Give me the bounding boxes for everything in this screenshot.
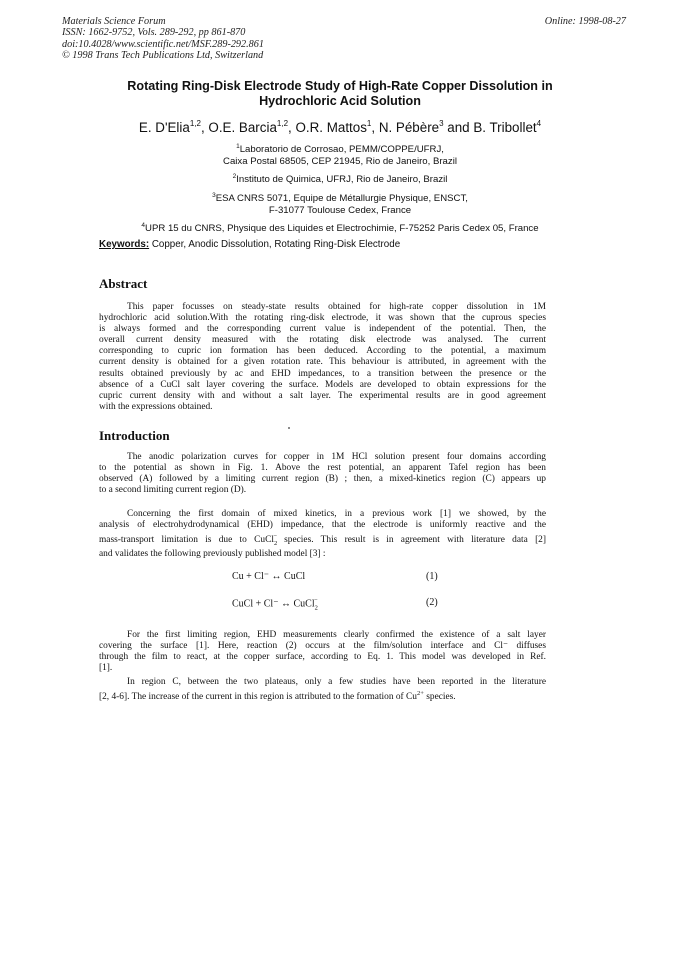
affiliation-list [60, 141, 620, 238]
equation-number: (1) [426, 571, 438, 582]
text-fragment: mass-transport limitation is due to [99, 535, 247, 546]
text-line: [1]. [99, 663, 113, 674]
text-line: In region C, between the two plateaus, only a few studies have been reported in the literature [127, 677, 546, 687]
text-line: observed (A) followed by a limiting current region (B) ; then, a mixed-kinetics region (C) appears up [99, 474, 546, 485]
title-line-1: Rotating Ring-Disk Electrode Study of High-Rate Copper Dissolution in [127, 79, 553, 93]
ion-charge: 2+ [416, 690, 424, 698]
text-line: results obtained previously by ac and EHD impedances, to a transition between the presence or the [99, 368, 546, 379]
text-fragment: species. [423, 692, 456, 703]
text-line: This paper focusses on steady-state results obtained for high-rate copper dissolution in 1M [127, 302, 546, 312]
author-name: E. D'Elia [138, 120, 190, 135]
intro-paragraph-3 [99, 630, 546, 674]
author-name: O.R. Mattos [295, 120, 367, 135]
text-line: The anodic polarization curves for copper in 1M HCl solution present four domains according [127, 452, 546, 462]
intro-paragraph-1 [99, 452, 546, 496]
text-line: analysis of electrohydrodynamical (EHD) impedance, that the electrode is uniformly reactive and the [99, 520, 546, 531]
author-name: O.E. Barcia [208, 120, 277, 135]
equation-expression [232, 597, 318, 611]
affiliation-2 [60, 171, 620, 186]
affiliation-line: F-31077 Toulouse Cedex, France [268, 204, 412, 216]
affiliation-number: 3 [212, 191, 216, 199]
affiliation-text: Instituto de Quimica, UFRJ, Rio de Janeiro, Brazil [236, 174, 448, 186]
affiliation-text: ESA CNRS 5071, Equipe de Métallurgie Physique, ENSCT, [215, 192, 468, 204]
affiliation-line: Caixa Postal 68505, CEP 21945, Rio de Janeiro, Brazil [223, 156, 457, 168]
text-line: and validates the following previously published model [3] : [99, 549, 326, 560]
author-affil-ref: 1,2 [189, 119, 201, 128]
keywords-label: Keywords: [99, 239, 150, 250]
author-name: N. Pébère [378, 120, 440, 135]
author-affil-ref: 4 [536, 119, 542, 128]
author-list [60, 119, 620, 135]
species-formula [254, 533, 278, 548]
text-line: corresponding to cupric ion formation has been deduced. According to the potential, a maximum [99, 346, 546, 357]
formula-charge: − [273, 533, 277, 541]
online-date: Online: 1998-08-27 [544, 16, 626, 27]
affiliation-line [60, 141, 620, 156]
author-affil-ref: 3 [439, 119, 444, 128]
formula-subscript: 2 [314, 604, 318, 612]
affiliation-number: 2 [232, 173, 237, 181]
text-line: through the film to react, at the copper surface, according to Eq. 1. This model was developed in Ref. [99, 652, 546, 663]
affiliation-number: 1 [236, 143, 240, 150]
keywords-text: Copper, Anodic Dissolution, Rotating Ring-Disk Electrode [151, 239, 401, 250]
affiliation-text: Laboratorio de Corrosao, PEMM/COPPE/UFRJ, [239, 144, 444, 155]
intro-paragraph-4 [99, 677, 546, 703]
formula-subscript: 2 [273, 540, 278, 548]
paper-title [60, 79, 620, 109]
affiliation-line [60, 190, 620, 205]
journal-name: Materials Science Forum [62, 16, 166, 27]
affiliation-3 [60, 190, 620, 217]
formula-charge: − [313, 597, 318, 604]
text-line: with the expressions obtained. [99, 401, 213, 412]
author-separator: , [288, 120, 296, 135]
text-line: Concerning the first domain of mixed kinetics, in a previous work [1] we showed, by the [127, 509, 546, 519]
abstract-heading: Abstract [99, 276, 148, 291]
text-fragment: [2, 4-6]. The increase of the current in this region is attributed to the formation of Cu [99, 692, 417, 703]
text-line: For the first limiting region, EHD measurements clearly confirmed the existence of a salt layer [127, 630, 546, 640]
author-name: B. Tribollet [473, 120, 537, 135]
keywords [99, 239, 400, 250]
author [473, 120, 541, 135]
author-separator: and [443, 120, 474, 135]
text-line: overall current density measured with the rotating disk electrode was analysed. The current [99, 335, 546, 346]
author [208, 120, 288, 135]
text-line: current density is obtained for a given rotation rate. This behaviour is attributed, in agreement with the [99, 357, 546, 368]
affiliation-line [60, 171, 620, 186]
author-separator: , [200, 120, 209, 135]
formula-base: CuCl [254, 535, 274, 546]
author-affil-ref: 1,2 [276, 119, 289, 128]
author [139, 120, 201, 135]
text-line: is always formed and the corresponding current value is independent of the potential. Then, the [99, 324, 546, 335]
intro-paragraph-2 [99, 509, 546, 560]
text-fragment: species. This result is in agreement with literature data [2] [284, 535, 546, 546]
equation-expression: Cu + Cl⁻ ↔ CuCl [232, 571, 306, 582]
text-line: to the potential as shown in Fig. 1. Above the rest potential, an apparent Tafel region has been [99, 463, 546, 474]
equation-text: CuCl + Cl⁻ ↔ CuCl [232, 598, 315, 610]
journal-header [62, 16, 264, 62]
affiliation-line [60, 220, 620, 235]
author-affil-ref: 1 [366, 119, 372, 128]
affiliation-4 [60, 220, 620, 235]
text-line: cupric current density with and without a salt layer. The experimental results are in good agreement [99, 390, 546, 401]
affiliation-text: UPR 15 du CNRS, Physique des Liquides et Electrochimie, F-75252 Paris Cedex 05, France [145, 223, 539, 235]
text-line: to a second limiting current region (D). [99, 485, 247, 496]
text-line: hydrochloric acid solution.With the rotating ring-disk electrode, it was shown that the cuprous species [99, 313, 546, 324]
introduction-heading: Introduction [99, 428, 170, 443]
author [295, 120, 371, 135]
doi-link[interactable]: doi:10.4028/www.scientific.net/MSF.289-292.861 [62, 38, 264, 50]
text-line: absence of a CuCl salt layer covering the surface. Models are developed to obtain expressions for the [99, 379, 546, 390]
text-line: covering the surface [1]. Here, reaction (2) occurs at the film/solution interface and Cl⁻ diffuses [99, 641, 546, 652]
text-line [99, 688, 546, 703]
title-line-2: Hydrochloric Acid Solution [259, 94, 421, 108]
affiliation-number: 4 [141, 222, 146, 230]
abstract-body [99, 302, 546, 413]
stray-mark [288, 427, 290, 429]
affiliation-1 [60, 141, 620, 168]
issn-line: ISSN: 1662-9752, Vols. 289-292, pp 861-870 [62, 27, 246, 39]
author-separator: , [371, 120, 379, 135]
text-line [99, 531, 546, 549]
author [379, 120, 444, 135]
equation-number: (2) [426, 597, 438, 608]
copyright-line: © 1998 Trans Tech Publications Ltd, Switzerland [62, 50, 264, 62]
